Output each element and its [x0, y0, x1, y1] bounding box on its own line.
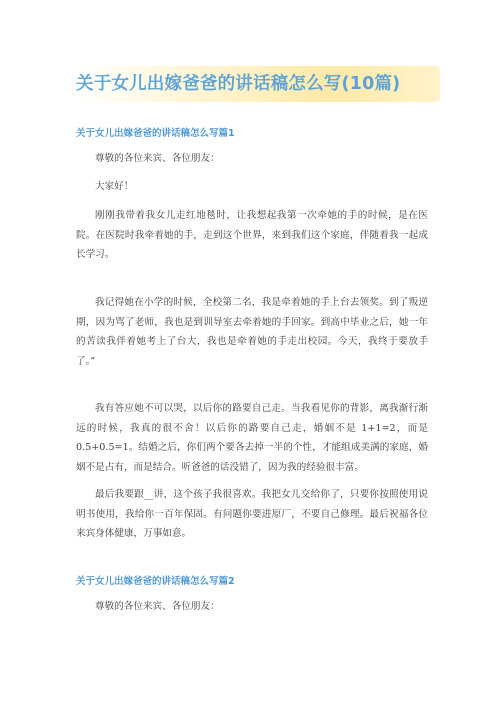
- paragraph-body: 我有答应她不可以哭，以后你的路要自己走。当我看见你的背影，离我渐行渐远的时候，我真的很不舍！以后你的路要自己走，婚姻不是 1+1=2，而是 0.5+0.5=1。结婚之后，你们两个要各去掉一半的个性，才能组成美满的家庭，婚姻不是占有，而是结合。听爸爸的话没错了，因为我的经验很丰富。: [76, 403, 428, 473]
- paragraph-greeting: 大家好！: [95, 181, 134, 192]
- paragraph-body: 我记得她在小学的时候，全校第二名，我是牵着她的手上台去领奖。到了叛逆期，因为骂了老师，我也是到训导室去牵着她的手回家。到高中毕业之后，她一年的苦读我伴着她考上了台大，我也是牵着她的手走出校园。今天，我终于要放手了。”: [76, 297, 428, 367]
- paragraph-salutation: 尊敬的各位来宾、各位朋友：: [95, 153, 220, 164]
- section-heading-2: 关于女儿出嫁爸爸的讲话稿怎么写篇2: [76, 576, 235, 587]
- paragraph-body: 刚刚我带着我女儿走红地毯时，让我想起我第一次牵她的手的时候，是在医院。在医院时我牵着她的手，走到这个世界，来到我们这个家庭，伴随着我一起成长学习。: [76, 210, 428, 260]
- document-title: 关于女儿出嫁爸爸的讲话稿怎么写(10篇): [76, 74, 401, 94]
- paragraph-body: 最后我要跟__讲，这个孩子我很喜欢。我把女儿交给你了，只要你按照使用说明书使用，我给你一百年保固。有问题你要进原厂，不要自己修理。最后祝福各位来宾身体健康，万事如意。: [76, 489, 428, 539]
- paragraph-salutation: 尊敬的各位来宾、各位朋友：: [95, 601, 220, 612]
- section-heading-1: 关于女儿出嫁爸爸的讲话稿怎么写篇1: [76, 128, 235, 139]
